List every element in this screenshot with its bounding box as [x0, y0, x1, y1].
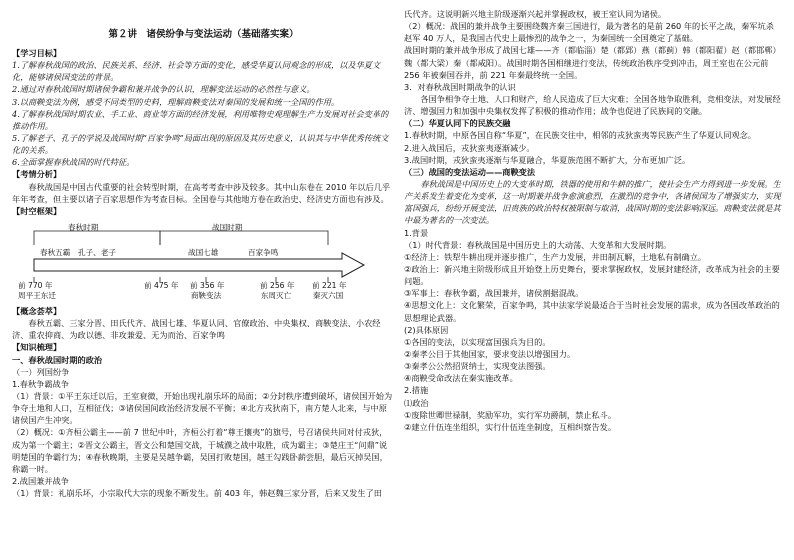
item-heading: 2.措施 — [404, 385, 429, 396]
exam-analysis-text: 春秋战国是中国古代重要的社会转型时期，在高考考查中涉及较多。其中山东卷在 2010 年以后几乎年年考查，但主要以诸子百家思想作为考查目标。全国卷与其他地方卷在政治史、经济史方面也有涉及。 — [12, 181, 391, 204]
date-year: 前 356 年 — [190, 281, 225, 291]
right-column — [404, 8, 782, 433]
paragraph: 1.春秋时期，中原各国自称“华夏”，在民族交往中，相邻的戎狄蛮夷等民族产生了华夏认同观念。 — [404, 130, 756, 141]
timeline-date — [312, 281, 347, 301]
timeline-date — [18, 281, 56, 301]
item-heading: 2.战国兼并战争 — [12, 475, 69, 486]
paragraph: 战国时期的兼并战争形成了战国七雄——齐（都临淄）楚（都郢）燕（都蓟）韩（都阳翟）赵（都邯郸）魏（都大梁）秦（都咸阳）。战国时期各国相继进行变法，传统政治秩序受到冲击，周王室也在公元前 256 年被秦国吞并，前 221 年秦最终统一全国。 — [404, 45, 781, 80]
left-column — [12, 8, 395, 499]
paragraph: 2.进入战国后，戎狄蛮夷逐渐减少。 — [404, 142, 535, 153]
learning-goal-item: 5.了解老子、孔子的学说及战国时期“百家争鸣”局面出现的原因及其历史意义，认识其与中华优秀传统文化的关系。 — [12, 133, 389, 156]
learning-goals-heading: 【学习目标】 — [12, 48, 62, 59]
paragraph: ③军事上：春秋争霸，战国兼并，诸侯割据混战。 — [404, 288, 584, 299]
event-label: 春秋五霸 孔子、老子 — [40, 248, 116, 258]
learning-goal-item: 4.了解春秋战国时期农业、手工业、商业等方面的经济发展，利用唯物史观理解生产力发展对社会变革的推动作用。 — [12, 108, 389, 131]
item-heading: 3．对春秋战国时期战争的认识 — [404, 81, 516, 92]
timeline-date — [260, 281, 295, 301]
paragraph: ①废除世卿世禄制，奖励军功，实行军功爵制，禁止私斗。 — [404, 409, 617, 420]
paragraph: （1）时代背景：春秋战国是中国历史上的大动荡、大变革和大发展时期。 — [404, 239, 672, 250]
exam-analysis-heading: 【考情分析】 — [12, 169, 62, 180]
timeline-diagram — [12, 219, 395, 301]
paragraph: ②政治上：新兴地主阶级形成且开始登上历史舞台，要求掌握政权，发展封建经济，改革成为社会的主要问题。 — [404, 263, 780, 287]
item-heading: 1.春秋争霸战争 — [12, 378, 69, 389]
paragraph: （2）概况：战国的兼并战争主要围绕魏齐秦三国进行，最为著名的是前 260 年的长平之战，秦军坑杀赵军 40 万人，是我国古代史上最惨烈的战争之一，为秦国统一全国奠定了基础。 — [404, 21, 774, 44]
event-label: 百家争鸣 — [248, 248, 279, 258]
paragraph: 春秋战国是中国历史上的大变革时期，铁器的使用和牛耕的推广，使社会生产力得到进一步发展。生产关系发生着变化为变革，这一时期兼并战争愈演愈烈，在激烈的竞争中，各诸侯国为了增强实力，实现富国强兵，纷纷开展变法，旧贵族的政治特权被限制与取消，战国时期的变法影响深远。商鞅变法就是其中最为著名的一次变法。 — [404, 178, 781, 226]
date-label: 东周灭亡 — [260, 290, 292, 300]
date-year: 前 221 年 — [312, 281, 347, 291]
section-heading: 一、春秋战国时期的政治 — [12, 354, 103, 365]
timeline-heading: 【时空框架】 — [12, 205, 62, 216]
paragraph: ①经济上：铁犁牛耕出现并逐步推广，生产力发展，井田制瓦解，土地私有制确立。 — [404, 251, 707, 262]
knowledge-heading: 【知识梳理】 — [12, 342, 62, 353]
learning-goal-item: 1.了解春秋战国的政治、民族关系、经济、社会等方面的变化，感受华夏认同观念的形成，以及华夏文化，能够诸侯国变法的背景。 — [12, 60, 381, 83]
timeline-date — [144, 281, 179, 291]
date-year: 前 256 年 — [260, 281, 295, 291]
paragraph: ③秦孝公公然招贤纳士，实现变法图强。 — [404, 361, 551, 372]
subsection-heading: （三）战国的变法运动——商鞅变法 — [404, 166, 536, 177]
learning-goal-item: 6.全面掌握春秋战国的时代特征。 — [12, 157, 135, 168]
paragraph: ②建立什伍连坐组织，实行什伍连坐制度，互相纠察告发。 — [404, 421, 617, 432]
date-label: 周平王东迁 — [18, 290, 56, 300]
learning-goal-item: 3.以商鞅变法为例，感受不同类型的史料，理解商鞅变法对秦国的发展和统一全国的作用。 — [12, 96, 340, 107]
event-label: 战国七雄 — [188, 248, 219, 258]
date-label: 秦灭六国 — [312, 290, 344, 300]
date-year: 前 770 年 — [18, 281, 53, 291]
period-label-warring-states: 战国时期 — [212, 223, 243, 233]
paragraph: ④商鞅受命改法在秦实施改革。 — [404, 373, 518, 384]
paragraph: （1）背景：礼崩乐坏，小宗取代大宗的现象不断发生。前 403 年，韩赵魏三家分晋，后来又发生了田 — [12, 488, 382, 499]
paragraph: 氏代齐。这说明新兴地主阶级逐渐兴起并掌握政权，被王室认同为诸侯。 — [404, 9, 667, 19]
page-title: 第２讲 诸侯纷争与变法运动（基础落实案） — [108, 29, 299, 40]
paragraph: 各国争相争夺土地、人口和财产，给人民造成了巨大灾难；全国各地争取胜利，竞相变法，对发展经济、增强国力和加强中央集权发挥了积极的推动作用；战争也促进了民族间的交融。 — [404, 93, 781, 117]
paragraph: （2）概况：①齐桓公霸主——前 7 世纪中叶，齐桓公打着“尊王攘夷”的旗号，号召诸侯共同对付戎狄，成为第一个霸主；②晋文公霸主，晋文公和楚国交战，于城濮之战中取胜，成为霸主；③楚庄王“问鼎”说明楚国的争霸行为；④春秋晚期，主要是吴越争霸，吴国打败楚国，越王勾践卧薪尝胆，最后灭掉吴国，称霸一时。 — [12, 427, 388, 474]
item-heading: 1.背景 — [404, 227, 429, 238]
subsection-heading: （一）列国纷争 — [12, 366, 70, 377]
paragraph: 3.战国时期，戎狄蛮夷逐渐与华夏融合，华夏族范围不断扩大，分布更加广泛。 — [404, 154, 691, 165]
paragraph: ②秦孝公目于其他国家，要求变法以增强国力。 — [404, 348, 576, 359]
date-year: 前 475 年 — [144, 281, 179, 291]
paragraph: ①各国的变法，以实现富国强兵为目的。 — [404, 336, 551, 347]
item-heading: (2)具体原因 — [404, 324, 449, 335]
learning-goal-item: 2.通过对春秋战国时期诸侯争霸和兼并战争的认识，理解变法运动的必然性与意义。 — [12, 84, 315, 95]
period-label-spring-autumn: 春秋时期 — [68, 223, 99, 233]
paragraph: （1）背景：①平王东迁以后，王室衰微，开始出现礼崩乐坏的局面；②分封秩序遭到破坏，诸侯国开始为争夺土地和人口，互相征伐；③诸侯国间政治经济发展不平衡；④北方戎狄南下，南方楚人北来，与中原诸侯国产生冲突。 — [12, 391, 393, 426]
timeline-date — [190, 281, 225, 301]
item-heading: ⑴政治 — [404, 397, 429, 408]
concepts-text: 春秋五霸、三家分晋、田氏代齐、战国七雄、华夏认同、官僚政治、中央集权、商鞅变法、小农经济、重农抑商、为政以德、非攻兼爱、无为而治、百家争鸣 — [12, 318, 381, 341]
concepts-heading: 【概念荟萃】 — [12, 306, 62, 317]
paragraph: ④思想文化上：文化繁荣，百家争鸣，其中法家学说最适合于当时社会发展的需求，成为各国改革政治的思想理论武器。 — [404, 300, 780, 323]
date-label: 商鞅变法 — [190, 290, 222, 300]
subsection-heading: （二）华夏认同下的民族交融 — [404, 118, 511, 129]
